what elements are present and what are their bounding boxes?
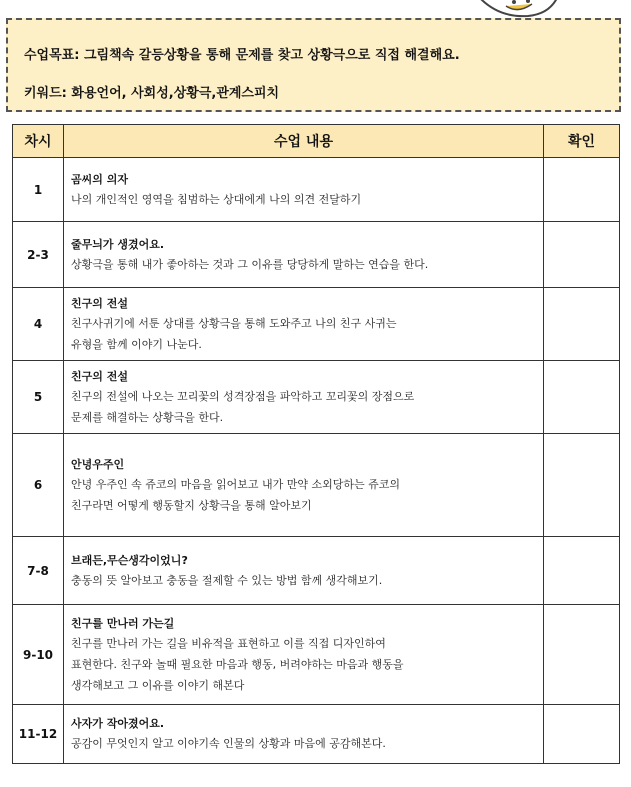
lesson-description: 친구사귀기에 서툰 상대를 상황극을 통해 도와주고 나의 친구 사귀는 xyxy=(71,316,397,330)
session-number: 5 xyxy=(13,361,64,434)
lesson-keywords: 키워드: 화용언어, 사회성,상황극,관계스피치 xyxy=(24,86,280,101)
check-cell[interactable] xyxy=(544,222,620,288)
lesson-content xyxy=(64,434,544,537)
session-number: 1 xyxy=(13,158,64,222)
lesson-plan-table xyxy=(12,124,620,764)
check-cell[interactable] xyxy=(544,361,620,434)
table-row xyxy=(13,605,620,705)
lesson-content xyxy=(64,288,544,361)
table-row xyxy=(13,222,620,288)
lesson-goal-box xyxy=(6,18,621,112)
lesson-content xyxy=(64,158,544,222)
check-cell[interactable] xyxy=(544,158,620,222)
check-cell[interactable] xyxy=(544,434,620,537)
lesson-description: 나의 개인적인 영역을 침범하는 상대에게 나의 의견 전달하기 xyxy=(71,192,362,206)
lesson-description: 표현한다. 친구와 놀때 필요한 마음과 행동, 버려야하는 마음과 행동을 xyxy=(71,657,404,671)
lesson-description: 생각해보고 그 이유를 이야기 해본다 xyxy=(71,678,245,692)
lesson-title: 곰씨의 의자 xyxy=(71,172,128,186)
lesson-content xyxy=(64,605,544,705)
column-header-check: 확인 xyxy=(544,125,620,158)
table-header-row xyxy=(13,125,620,158)
lesson-description: 친구의 전설에 나오는 꼬리꽃의 성격장점을 파악하고 꼬리꽃의 장점으로 xyxy=(71,389,415,403)
session-number: 6 xyxy=(13,434,64,537)
check-cell[interactable] xyxy=(544,605,620,705)
session-number: 4 xyxy=(13,288,64,361)
lesson-description: 친구라면 어떻게 행동할지 상황극을 통해 알아보기 xyxy=(71,498,312,512)
lesson-title: 안녕우주인 xyxy=(71,457,125,471)
lesson-title: 브래든,무슨생각이었니? xyxy=(71,553,188,567)
table-row xyxy=(13,288,620,361)
column-header-content: 수업 내용 xyxy=(64,125,544,158)
table-row xyxy=(13,537,620,605)
lesson-description: 안녕 우주인 속 쥬코의 마음을 읽어보고 내가 만약 소외당하는 쥬코의 xyxy=(71,477,400,491)
lesson-title: 친구를 만나러 가는길 xyxy=(71,616,175,630)
lesson-description: 유형을 함께 이야기 나눈다. xyxy=(71,337,202,351)
table-row xyxy=(13,158,620,222)
check-cell[interactable] xyxy=(544,705,620,764)
check-cell[interactable] xyxy=(544,537,620,605)
lesson-content xyxy=(64,537,544,605)
table-row xyxy=(13,705,620,764)
session-number: 9-10 xyxy=(13,605,64,705)
table-row xyxy=(13,361,620,434)
lesson-content xyxy=(64,361,544,434)
lesson-title: 친구의 전설 xyxy=(71,369,128,383)
lesson-description: 충동의 뜻 알아보고 충동을 절제할 수 있는 방법 함께 생각해보기. xyxy=(71,573,383,587)
lesson-description: 문제를 해결하는 상황극을 한다. xyxy=(71,410,224,424)
lesson-title: 친구의 전설 xyxy=(71,296,128,310)
lesson-title: 사자가 작아졌어요. xyxy=(71,717,165,730)
lesson-description: 상황극을 통해 내가 좋아하는 것과 그 이유를 당당하게 말하는 연습을 한다. xyxy=(71,257,429,271)
lesson-title: 줄무늬가 생겼어요. xyxy=(71,237,165,251)
lesson-goal: 수업목표: 그림책속 갈등상황을 통해 문제를 찾고 상황극으로 직접 해결해요. xyxy=(24,48,460,63)
session-number: 2-3 xyxy=(13,222,64,288)
lesson-description: 공감이 무엇인지 알고 이야기속 인물의 상황과 마음에 공감해본다. xyxy=(71,737,386,750)
lesson-description: 친구를 만나러 가는 길을 비유적을 표현하고 이를 직접 디자인하여 xyxy=(71,636,386,650)
lesson-content xyxy=(64,222,544,288)
session-number: 7-8 xyxy=(13,537,64,605)
lesson-content xyxy=(64,705,544,764)
session-number: 11-12 xyxy=(13,705,64,764)
column-header-session: 차시 xyxy=(13,125,64,158)
check-cell[interactable] xyxy=(544,288,620,361)
table-row xyxy=(13,434,620,537)
